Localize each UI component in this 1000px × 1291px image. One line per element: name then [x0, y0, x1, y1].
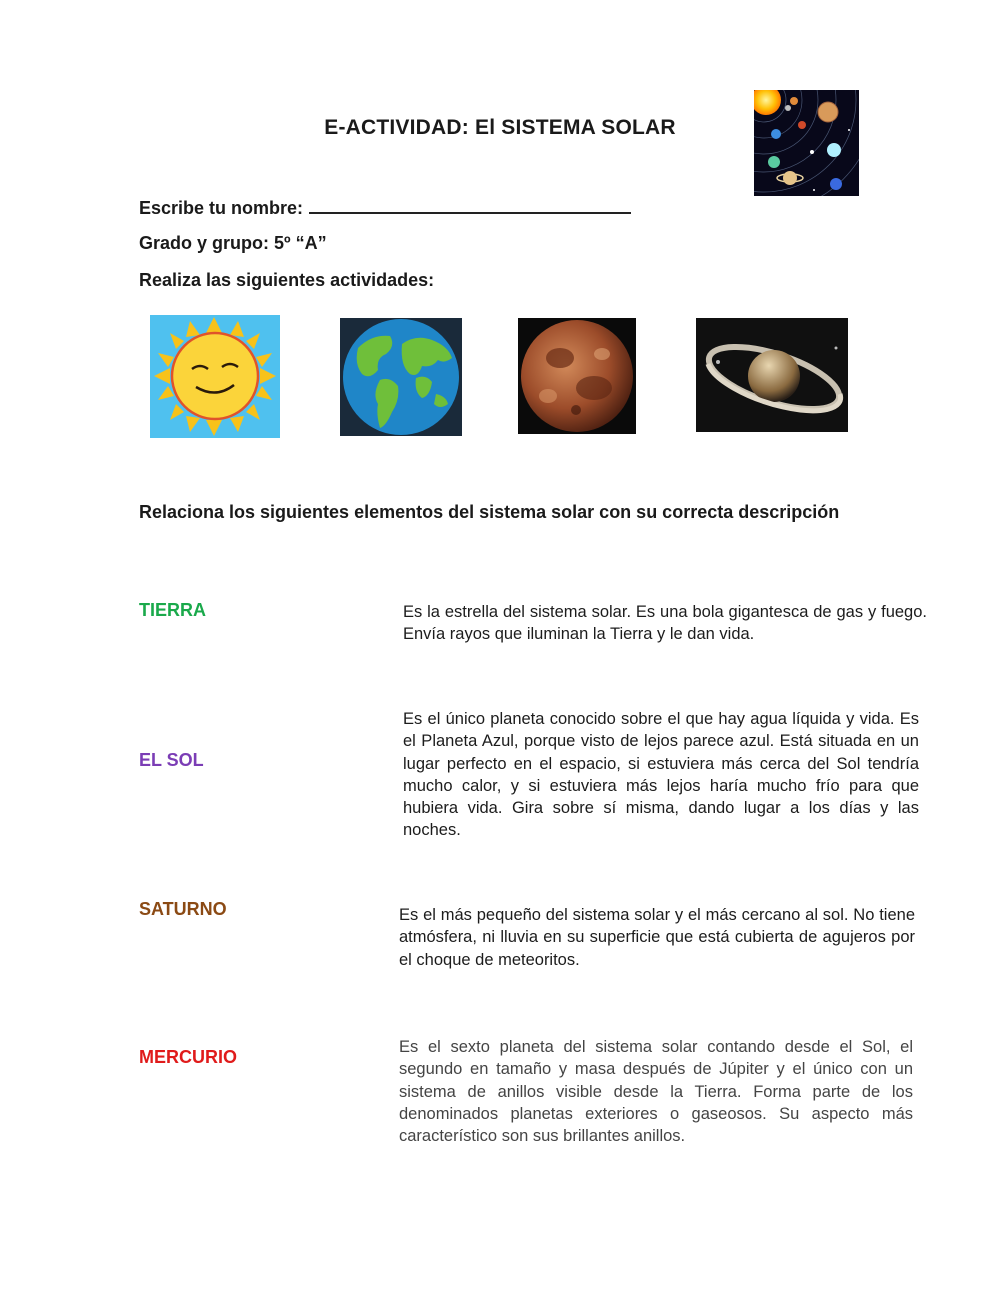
mercury-icon [518, 318, 636, 434]
solar-system-icon [754, 90, 859, 196]
description-sun[interactable]: Es la estrella del sistema solar. Es una bola gigantesca de gas y fuego. Envía rayos que iluminan la Tierra y le dan vida. [403, 603, 927, 644]
description-earth[interactable]: Es el único planeta conocido sobre el que hay agua líquida y vida. Es el Planeta Azul, porque visto de lejos parece azul. Está situada en un lugar perfecto en el espacio, si estuviera más cerca del Sol tendría mucho calor, y si estuviera más lejos haría mucho frío para que hubiera vida. Gira sobre sí misma, dando lugar a los días y las noches. [403, 710, 919, 840]
saturn-icon [696, 318, 848, 432]
name-field[interactable] [139, 196, 631, 219]
grade-label: Grado y grupo: 5º “A” [139, 233, 327, 253]
instruction-text: Relaciona los siguientes elementos del sistema solar con su correcta descripción [139, 502, 840, 522]
name-blank-line[interactable] [309, 196, 631, 214]
term-saturno[interactable]: SATURNO [139, 899, 227, 919]
name-label: Escribe tu nombre: [139, 198, 304, 218]
description-saturn[interactable]: Es el sexto planeta del sistema solar contando desde el Sol, el segundo en tamaño y masa después de Júpiter y el único con un sistema de anillos visible desde la Tierra. Forma parte de los denominados planetas exteriores o gaseosos. Su aspecto más característico son sus brillantes anillos. [399, 1038, 913, 1146]
term-tierra[interactable]: TIERRA [139, 600, 206, 620]
activities-label: Realiza las siguientes actividades: [139, 270, 435, 290]
description-mercury[interactable]: Es el más pequeño del sistema solar y el más cercano al sol. No tiene atmósfera, ni lluvia en su superficie que está cubierta de agujeros por el choque de meteoritos. [399, 906, 915, 969]
term-el-sol[interactable]: EL SOL [139, 750, 204, 770]
page-title: E-ACTIVIDAD: El SISTEMA SOLAR [324, 116, 676, 139]
term-mercurio[interactable]: MERCURIO [139, 1047, 237, 1067]
earth-icon [340, 318, 462, 436]
smiling-sun-icon [150, 315, 280, 438]
